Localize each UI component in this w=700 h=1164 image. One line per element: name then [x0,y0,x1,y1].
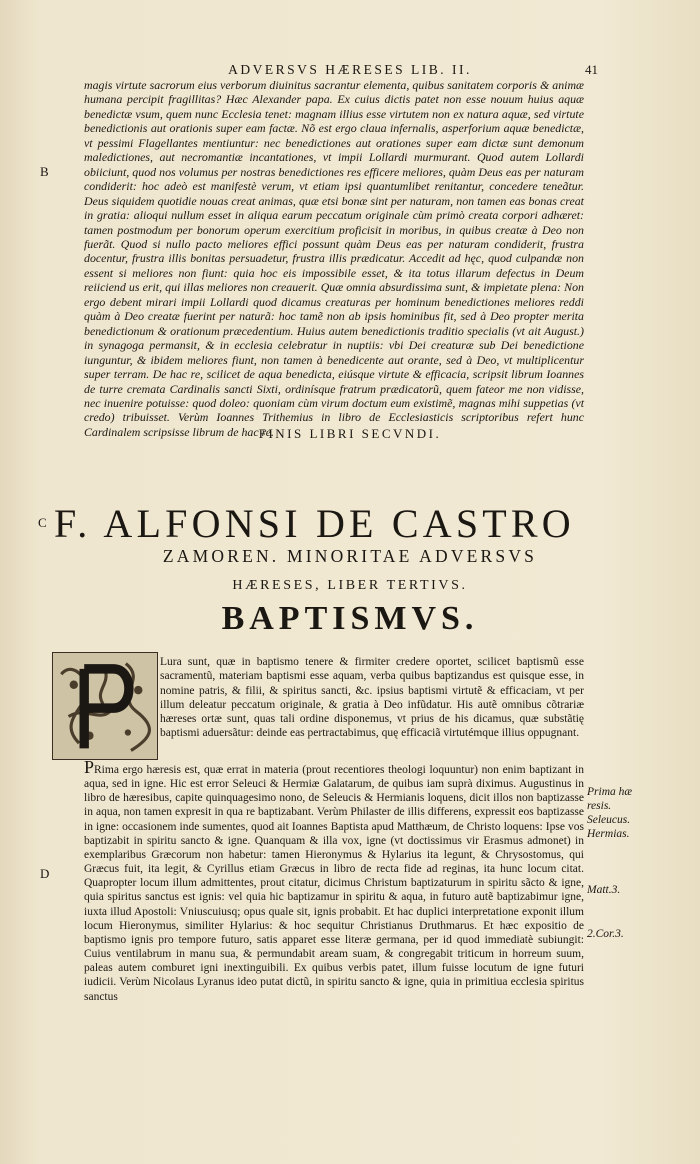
side-note: Matt.3. [587,884,621,896]
side-note: Prima hæ [587,786,633,798]
side-note: resis. [587,800,612,812]
margin-letter-d: D [40,866,50,881]
book-title-subtitle: ZAMOREN. MINORITAE ADVERSVS [162,546,538,566]
intro-paragraph: Lura sunt, quæ in baptismo tenere & firmiter credere oportet, scilicet baptismũ esse sacramentũ, materiam baptismi esse aquam, verba quibus baptizandus est quisque esse, in nomine patris, & filii, & spiritus sancti, &c. ipsius baptismi virtutẽ & efficaciam, vt per illum deleatur peccatum originale, & gratia à Deo infũdatur. His autẽ omnibus cõtrariæ hæreses ortæ sunt, quas tali ordine disponemus, vt prius de his dicamus, quæ substãtię baptismi aduersãtur: deinde eas pertractabimus, quę efficaciã virtutémque illius oppugnant. [160,656,584,740]
main-paragraph-prima-haeresis [84,757,584,1004]
book-title-liber: HÆRESES, LIBER TERTIVS. [232,578,468,593]
initial-letter-p: P [84,757,95,777]
main-paragraph-text: Rima ergo hæresis est, quæ errat in materia (prout recentiores theologi loquuntur) non enim baptizant in aqua, sed in igne. Hic est error Seleuci & Hermiæ Galatarum, de quibus iam suprà diximus. Augustinus in libro de hæresibus, capite quinquagesimo nono, de Seleucis & Hermianis loquens, dicit illos non baptizasse in aqua, non tamen expresit in qua re baptizabant. Verùm Philaster de illis differens, expressit eos baptizasse in igne: occasionem inde sumentes, quod ait Ioannes Baptista apud Matthæum, de Christo loquens: Ipse vos baptizabit in spiritu sancto & igne. Quanquam & illa vox, igne (vt doctissimus vir Erasmus admonet) in exemplaribus Græcorum non habetur: tamen Hieronymus & Hylarius ita legunt, & Chrysostomus, qui Græcus fuit, ita legit, & Cyrillus etiam Græcus in libro de recta fide ad reginas, ita hunc locum citat. Quapropter locum illum admittentes, prout citatur, dicimus Christum baptizaturum in spiritu sãcto & igne, quia spiritus sanctus est ignis: vel quia hic baptizamur in spiritu & aqua, in futuro autẽ baptizabimur igne, iuxta illud Apostoli: Vniuscuiusq; opus quale sit, ignis probabit. Et hac duplici interpretatione exponit illum locum Hieronymus, similiter Hylarius: & hoc sequitur Christianus Druthmarus. Et hæc expositio de baptismo ignis pro tempore futuro, satis apparet esse literæ germana, per id quod immediatè subiungit: Cuius ventilabrum in manu sua, & permundabit aream suam, & congregabit triticum in horreum suum, paleas autem comburet igni inextinguibili. Ex quibus verbis patet, illum fuisse locutum de igne futuri iudicii. Verùm Nicolaus Lyranus ideo putat dictũ, in spiritu sancto & igne, quia in primitiua ecclesia spiritus sanctus [84,764,584,1003]
side-note: 2.Cor.3. [587,928,624,940]
paragraph-aqua-benedicta: magis virtute sacrorum eius verborum diuinitus sacrantur elementa, quibus sanitatem corporis & animæ humana percipit fragillitas? Hæc Alexander papa. Ex cuius dictis patet non esse nouum huius aquæ benedictæ vsum, quem nunc Ecclesia tenet: magnam illius esse virtutem non ex natura aquæ, sed virtute benedictionis aut orationis super eam factæ. Nõ est ergo claua infernalis, asperforium aquæ benedictæ, vt pessimi Flagellantes mentiuntur: nec benedictiones aut orationes super eam dictæ sunt demonum maledictiones, aut necromantiæ incantationes, vt impii Lollardi murmurant. Quod autem Lollardi obiiciunt, quod nos volumus per nostras benedictiones res efficere meliores, quàm Deus eas per naturam condiderit: hoc adeò est manifestè verum, vt etiam ipsi quantumlibet renitantur, concedere teneãtur. Deus siquidem quotidie nouas creat animas, quæ etsi bonæ sint per naturam, non tamen eas bonas creat in gratia: alioqui nullum esset in aliqua earum peccatum originale cùm primò creata corpori adhæret: tamen postmodum per bonorum operum exercitium proficisit in moribus, in quibus creatæ à Deo non fuerãt. Quod si nullo pacto meliores effici possunt quàm Deus eas per naturam condiderit, frustra docentur, frustra illis bonitas persuadetur, frustra illis prædicatur. Accedit ad hęc, quod culpandæ non essent si meliores non fiunt: quia hoc eis impossibile esset, & ita totus illarum defectus in Deum reiiciend us erit, qui illas meliores non creauerit. Quæ omnia absurdissima sunt, & impietate plena: Non ergo debent mirari impii Lollardi quod dicamus creaturas per hominum benedictiones meliores reddi quàm à Deo creatæ fuerint per naturã: hoc tamẽ non ab ipsis hominibus fit, sed à Deo propter merita benedictionum & orationum præcedentium. Huius autem benedictionis traditio specialis (vt ait August.) in synagoga permansit, & in ecclesia celebratur in nuptiis: vbi Dei creaturæ sub Dei benedictione iunguntur, & ibidem meliores fiunt, non tamen à benedicente aut orante, sed à Deo, vt multiplicentur super terram. De hac re, scilicet de aqua benedicta, eiúsque virtute & efficacia, scripsit librum Ioannes de turre cremata Cardinalis sancti Sixti, ordinísque fratrum prædicatorũ, quem fateor me non vidisse, nec inuenire potuisse: quod doleo: quoniam cùm virum doctum eum existimẽ, magnas mihi suppetias (vt credo) tribuisset. Verùm Ioannes Trithemius in libro de Ecclesiasticis scriptoribus refert hunc Cardinalem scripsisse librum de hac re. [84,78,584,439]
margin-letter-b: B [40,164,49,179]
section-title-baptismus: BAPTISMVS. [221,600,479,637]
text-block-book-two-end [84,78,584,439]
folio-number: 41 [585,62,598,77]
side-note: Seleucus. [587,814,631,826]
decorated-initial-p-icon [52,652,158,760]
book-title-author: F. ALFONSI DE CASTRO [54,501,575,546]
margin-letter-c: C [38,515,47,530]
side-note: Hermias. [587,828,630,840]
finis-libri-secundi: FINIS LIBRI SECVNDI. [258,426,442,441]
running-head: ADVERSVS HÆRESES LIB. II. [228,62,472,77]
